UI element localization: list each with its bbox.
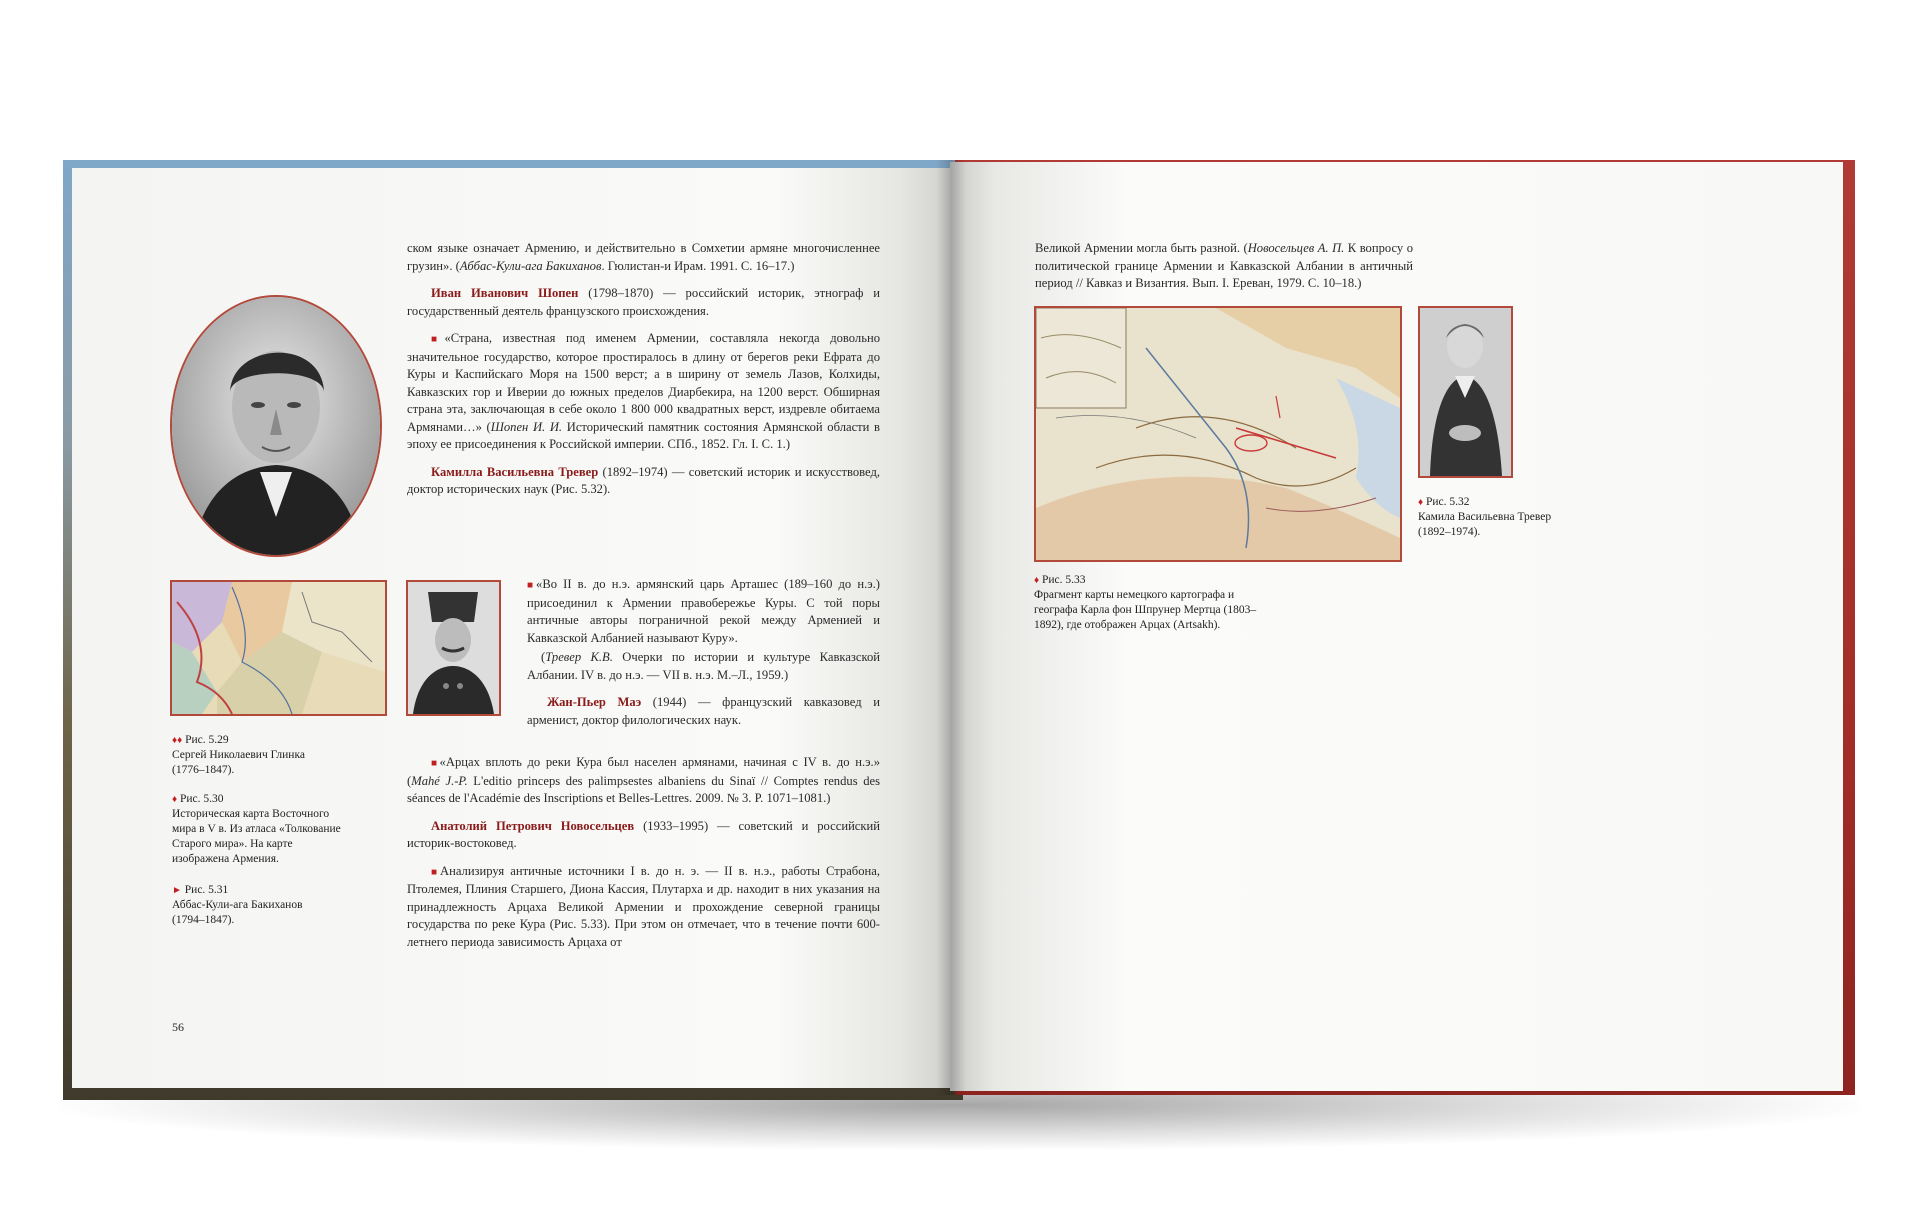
- paragraph: ском языке означает Армению, и действительно в Сомхетии армяне многочисленнее грузин». (Аббас-Кули-ага Бакиханов. Гюлистан-и Ирам. 1991. С. 16–17.): [407, 241, 880, 273]
- quote-ref: (Тревер К.В. Очерки по истории и культуре Кавказской Албании. IV в. до н.э. — VII в. н.э. М.–Л., 1959.): [527, 650, 880, 682]
- quote: ■«Во II в. до н.э. армянский царь Арташес (189–160 до н.э.) присоединил к Армении правобережье Куры. С той поры античные авторы пограничной рекой между Арменией и Кавказской Албанией называют Куру».: [527, 577, 880, 645]
- portrait-bakikhanov: [406, 580, 501, 716]
- diamond-icon: ♦: [172, 794, 178, 805]
- caption-5-33: ♦ Рис. 5.33 Фрагмент карты немецкого картографа и географа Карла фон Шпрунер Мертца (1803–1892), где отображен Арцах (Artsakh).: [1034, 574, 1257, 631]
- book-gutter: [936, 160, 966, 1095]
- quote: ■«Страна, известная под именем Армении, составляла некогда довольно значительное государство, которое простиралось в длину от берегов реки Ефрата до Куры и Каспийскаго Моря на 1500 верст; а в ширину от земель Лазов, Колхиды, Кавказских гор и Иверии до южных пределов Диарбекира, на 1200 верст. Обширная страна эта, заключающая в себе около 1 800 000 квадратных верст, издревле обитаема Армянами…» (Шопен И. И. Исторический памятник состояния Армянской области в эпоху ее присоединения к Российской империи. СПб., 1852. Гл. I. С. 1.): [407, 331, 880, 451]
- portrait-trever: [1418, 306, 1513, 478]
- bullet-icon: ■: [431, 334, 445, 345]
- bullet-icon: ■: [527, 580, 537, 591]
- caption-5-29: ♦♦ Рис. 5.29 Сергей Николаевич Глинка (1776–1847).: [172, 734, 305, 776]
- diamond-icon: ♦♦: [172, 735, 183, 746]
- left-text-bottom: [407, 754, 880, 961]
- quote: ■«Арцах вплоть до реки Кура был населен армянами, начиная с IV в. до н.э.» (Mahé J.-P. L'editio princeps des palimpsestes albaniens du Sinaï // Comptes rendus des séances de l'Académie des Inscriptions et Belles-Lettres. 2009. № 3. P. 1071–1081.): [407, 755, 880, 805]
- arrow-icon: ►: [172, 885, 182, 896]
- bullet-icon: ■: [431, 758, 440, 769]
- diamond-icon: ♦: [1418, 497, 1424, 508]
- left-text-top: [407, 240, 880, 509]
- portrait-chopin: [170, 295, 382, 557]
- map-figure-5-33: [1034, 306, 1402, 562]
- caption-5-32: ♦ Рис. 5.32 Камила Васильевна Тревер (1892–1974).: [1418, 496, 1552, 538]
- diamond-icon: ♦: [1034, 575, 1040, 586]
- paragraph: Жан-Пьер Маэ (1944) — французский кавказовед и арменист, доктор филологических наук.: [527, 695, 880, 727]
- map-figure-5-30: [170, 580, 387, 716]
- paragraph: Великой Армении могла быть разной. (Новосельцев А. П. К вопросу о политической границе Армении и Кавказской Албании в античный период // Кавказ и Византия. Вып. I. Ереван, 1979. С. 10–18.): [1035, 241, 1413, 290]
- caption-5-30: ♦ Рис. 5.30 Историческая карта Восточного мира в V в. Из атласа «Толкование Старого мира». На карте изображена Армения.: [172, 793, 341, 865]
- paragraph: Камилла Васильевна Тревер (1892–1974) — советский историк и искусствовед, доктор исторических наук (Рис. 5.32).: [407, 464, 880, 496]
- page-number: 56: [172, 1020, 184, 1034]
- caption-5-31: ► Рис. 5.31 Аббас-Кули-ага Бакиханов (1794–1847).: [172, 884, 303, 926]
- paragraph: Иван Иванович Шопен (1798–1870) — российский историк, этнограф и государственный деятель французского происхождения.: [407, 286, 880, 318]
- paragraph: ■Анализируя античные источники I в. до н. э. — II в. н.э., работы Страбона, Птолемея, Плиния Старшего, Диона Кассия, Плутарха и др. находит в них указания на принадлежность Арцаха Великой Армении и прохождение северной границы государства по реке Кура (Рис. 5.33). При этом он отмечает, что в течение почти 600-летнего периода зависимость Арцаха от: [407, 863, 880, 949]
- bullet-icon: ■: [431, 866, 440, 878]
- left-text-trever-quote: [527, 576, 880, 739]
- paragraph: Анатолий Петрович Новосельцев (1933–1995) — советский и российский историк-востоковед.: [407, 818, 880, 850]
- right-text-top: [1035, 240, 1413, 303]
